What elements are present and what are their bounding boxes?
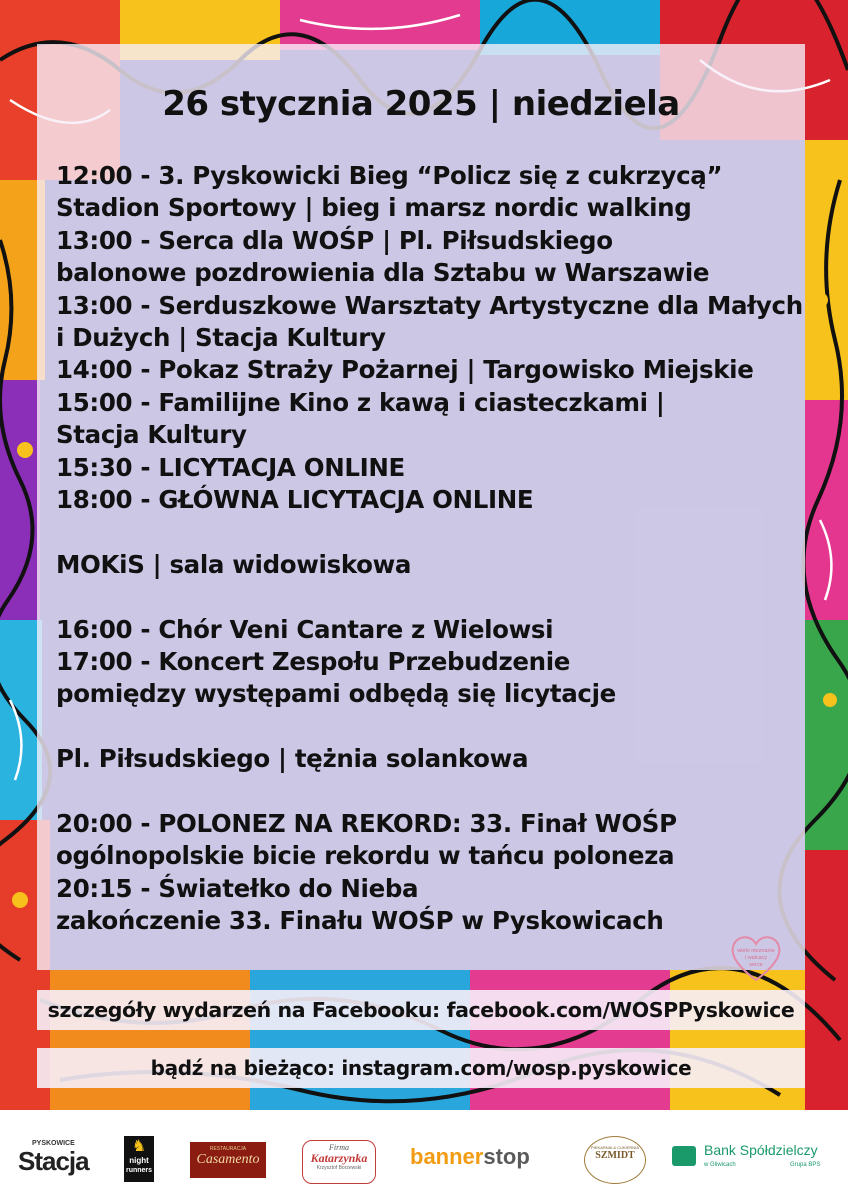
- instagram-info-bar[interactable]: bądź na bieżąco: instagram.com/wosp.pyskowice: [37, 1048, 805, 1088]
- katarzynka-logo: [302, 1140, 376, 1184]
- szmidt-top: PIEKARNIA & CUKIERNIA: [591, 1145, 639, 1150]
- heart-text-line-2: i walcacy: [744, 955, 768, 961]
- page-title: 26 stycznia 2025 | niedziela: [162, 84, 680, 124]
- heart-text-line-3: serce: [749, 962, 763, 968]
- bannerstop-part-b: stop: [483, 1144, 530, 1169]
- schedule-line: 13:00 - Serduszkowe Warsztaty Artystyczne dla Małych: [56, 290, 803, 320]
- heart-stamp-icon: [728, 930, 784, 984]
- casamento-top: RESTAURACJA: [209, 1146, 247, 1152]
- runner-icon: ♞: [131, 1136, 147, 1155]
- bank-icon: [672, 1146, 696, 1166]
- stacja-kultury-logo: [18, 1140, 98, 1184]
- schedule-line: i Dużych | Stacja Kultury: [56, 323, 386, 353]
- stacja-logo-top: PYSKOWICE: [32, 1140, 75, 1147]
- schedule-line: 18:00 - GŁÓWNA LICYTACJA ONLINE: [56, 485, 534, 515]
- bank-main: Bank Spółdzielczy: [704, 1142, 818, 1158]
- schedule-line: 17:00 - Koncert Zespołu Przebudzenie: [56, 647, 571, 677]
- schedule-line: MOKiS | sala widowiskowa: [56, 549, 412, 579]
- schedule-spacer: [56, 516, 801, 548]
- casamento-main: Casamento: [196, 1152, 260, 1167]
- schedule-line: ogólnopolskie bicie rekordu w tańcu poloneza: [56, 841, 675, 871]
- schedule-line: 12:00 - 3. Pyskowicki Bieg “Policz się z cukrzycą”: [56, 161, 723, 190]
- bank-sub: w Gliwicach: [704, 1162, 736, 1168]
- bank-spoldzielczy-logo: [672, 1142, 832, 1182]
- night-runners-top: night: [129, 1156, 149, 1165]
- schedule-spacer: [56, 581, 801, 613]
- schedule-line: Stacja Kultury: [56, 420, 247, 450]
- schedule-line: 20:00 - POLONEZ NA REKORD: 33. Finał WOŚP: [56, 809, 677, 839]
- schedule-line: 13:00 - Serca dla WOŚP | Pl. Piłsudskiego: [56, 225, 613, 255]
- schedule-line: 20:15 - Światełko do Nieba: [56, 873, 419, 903]
- night-runners-bottom: runners: [125, 1167, 153, 1174]
- schedule-line: 15:00 - Familijne Kino z kawą i ciasteczkami |: [56, 387, 665, 417]
- szmidt-logo: [584, 1136, 646, 1184]
- katarzynka-main: Katarzynka: [310, 1151, 368, 1165]
- schedule-line: 16:00 - Chór Veni Cantare z Wielowsi: [56, 614, 554, 644]
- bank-group: Grupa BPS: [790, 1162, 821, 1168]
- sponsor-logos-strip: [0, 1110, 848, 1200]
- night-runners-logo: [124, 1136, 154, 1182]
- facebook-info-bar[interactable]: szczegóły wydarzeń na Facebooku: facebook.com/WOSPPyskowice: [37, 990, 805, 1030]
- schedule-line: pomiędzy występami odbędą się licytacje: [56, 679, 616, 709]
- stacja-logo-main: Stacja: [18, 1146, 89, 1176]
- schedule-line: Stadion Sportowy | bieg i marsz nordic walking: [56, 193, 692, 223]
- schedule-line: Pl. Piłsudskiego | tężnia solankowa: [56, 744, 529, 774]
- szmidt-main: SZMIDT: [595, 1150, 635, 1161]
- schedule-spacer: [56, 711, 801, 743]
- bannerstop-logo: [410, 1144, 530, 1170]
- heart-text-line-1: wielo nieznanie: [737, 948, 775, 954]
- event-schedule: [56, 160, 801, 938]
- bannerstop-part-a: banner: [410, 1144, 484, 1169]
- katarzynka-bottom: Krzysztof Borzewski: [316, 1165, 362, 1171]
- katarzynka-top: Firma: [329, 1143, 349, 1152]
- schedule-spacer: [56, 776, 801, 808]
- schedule-line: 15:30 - LICYTACJA ONLINE: [56, 452, 405, 482]
- casamento-logo: [190, 1142, 266, 1178]
- schedule-line: zakończenie 33. Finału WOŚP w Pyskowicach: [56, 906, 664, 936]
- schedule-line: balonowe pozdrowienia dla Sztabu w Warszawie: [56, 258, 710, 288]
- schedule-line: 14:00 - Pokaz Straży Pożarnej | Targowisko Miejskie: [56, 355, 754, 385]
